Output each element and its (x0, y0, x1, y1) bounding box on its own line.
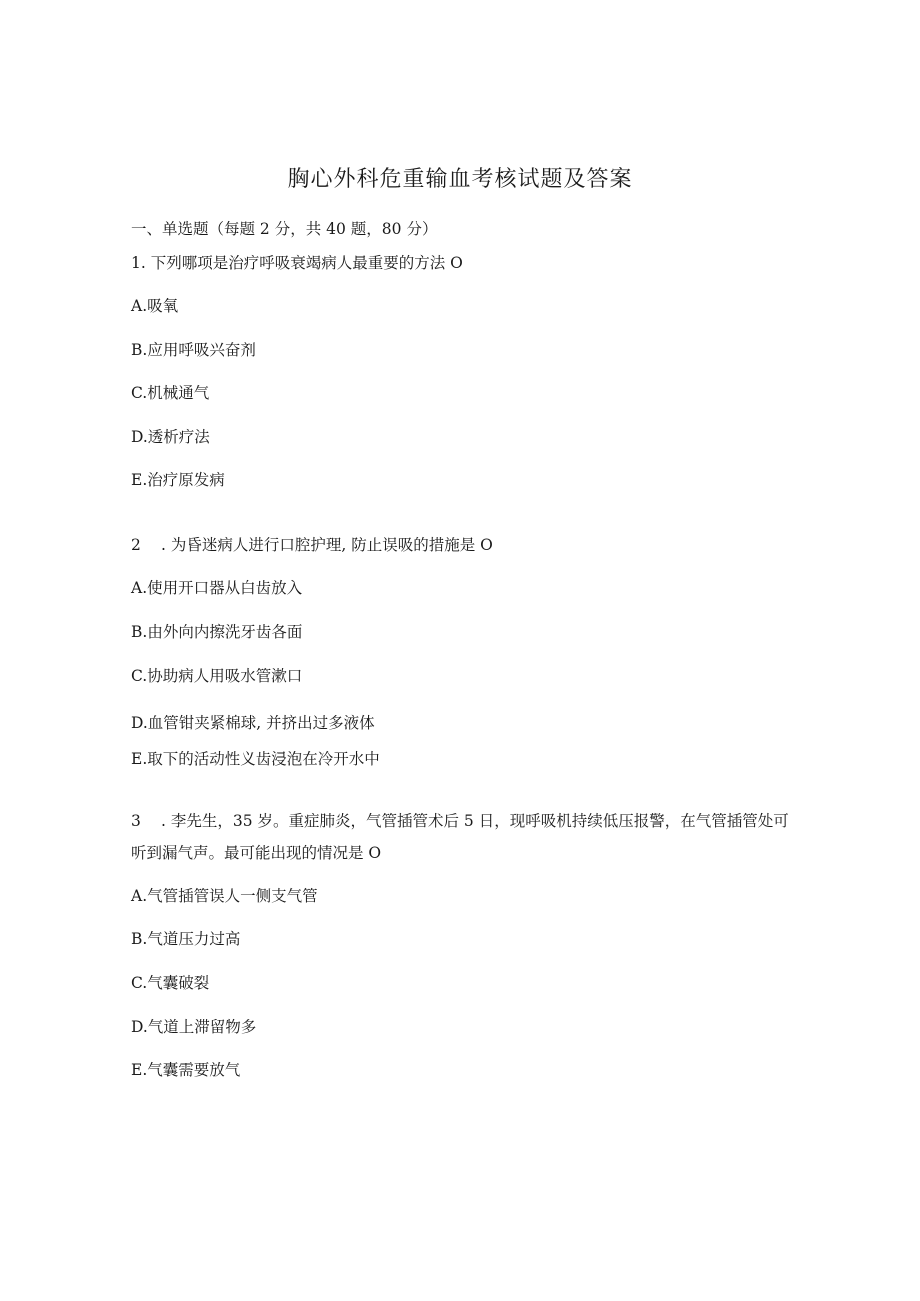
option-1b: B.应用呼吸兴奋剂 (131, 341, 256, 359)
question-number: 2 (131, 536, 141, 554)
question-1-stem-line (131, 252, 463, 274)
option-2c: C.协助病人用吸水管漱口 (131, 667, 303, 685)
option-1d: D.透析疗法 (131, 428, 210, 446)
section-heading: 一、单选题（每题 2 分，共 40 题，80 分） (131, 220, 438, 238)
option-3c: C.气囊破裂 (131, 974, 210, 992)
question-stem: . 李先生，35 岁。重症肺炎，气管插管术后 5 日，现呼吸机持续低压报警，在气管插管处可听到漏气声。最可能出现的情况是 O (131, 812, 789, 862)
option-2b: B.由外向内擦洗牙齿各面 (131, 623, 303, 641)
option-1a: A.吸氧 (131, 297, 179, 315)
option-3a: A.气管插管误人一侧支气管 (131, 887, 318, 905)
question-number: 1. (131, 254, 146, 272)
question-stem: 下列哪项是治疗呼吸衰竭病人最重要的方法 O (150, 254, 463, 272)
option-2e: E.取下的活动性义齿浸泡在冷开水中 (131, 750, 380, 768)
option-3e: E.气囊需要放气 (131, 1061, 241, 1079)
option-3d: D.气道上滞留物多 (131, 1018, 257, 1036)
option-1e: E.治疗原发病 (131, 471, 225, 489)
question-number: 3 (131, 812, 141, 830)
option-2a: A.使用开口器从白齿放入 (131, 579, 303, 597)
option-2d: D.血管钳夹紧棉球, 并挤出过多液体 (131, 714, 375, 732)
question-stem: . 为昏迷病人进行口腔护理, 防止误吸的措施是 O (161, 536, 493, 554)
question-2-stem-line (131, 534, 493, 556)
option-3b: B.气道压力过高 (131, 930, 241, 948)
document-title: 胸心外科危重输血考核试题及答案 (287, 167, 633, 192)
question-3-stem-line (131, 805, 791, 869)
option-1c: C.机械通气 (131, 384, 210, 402)
